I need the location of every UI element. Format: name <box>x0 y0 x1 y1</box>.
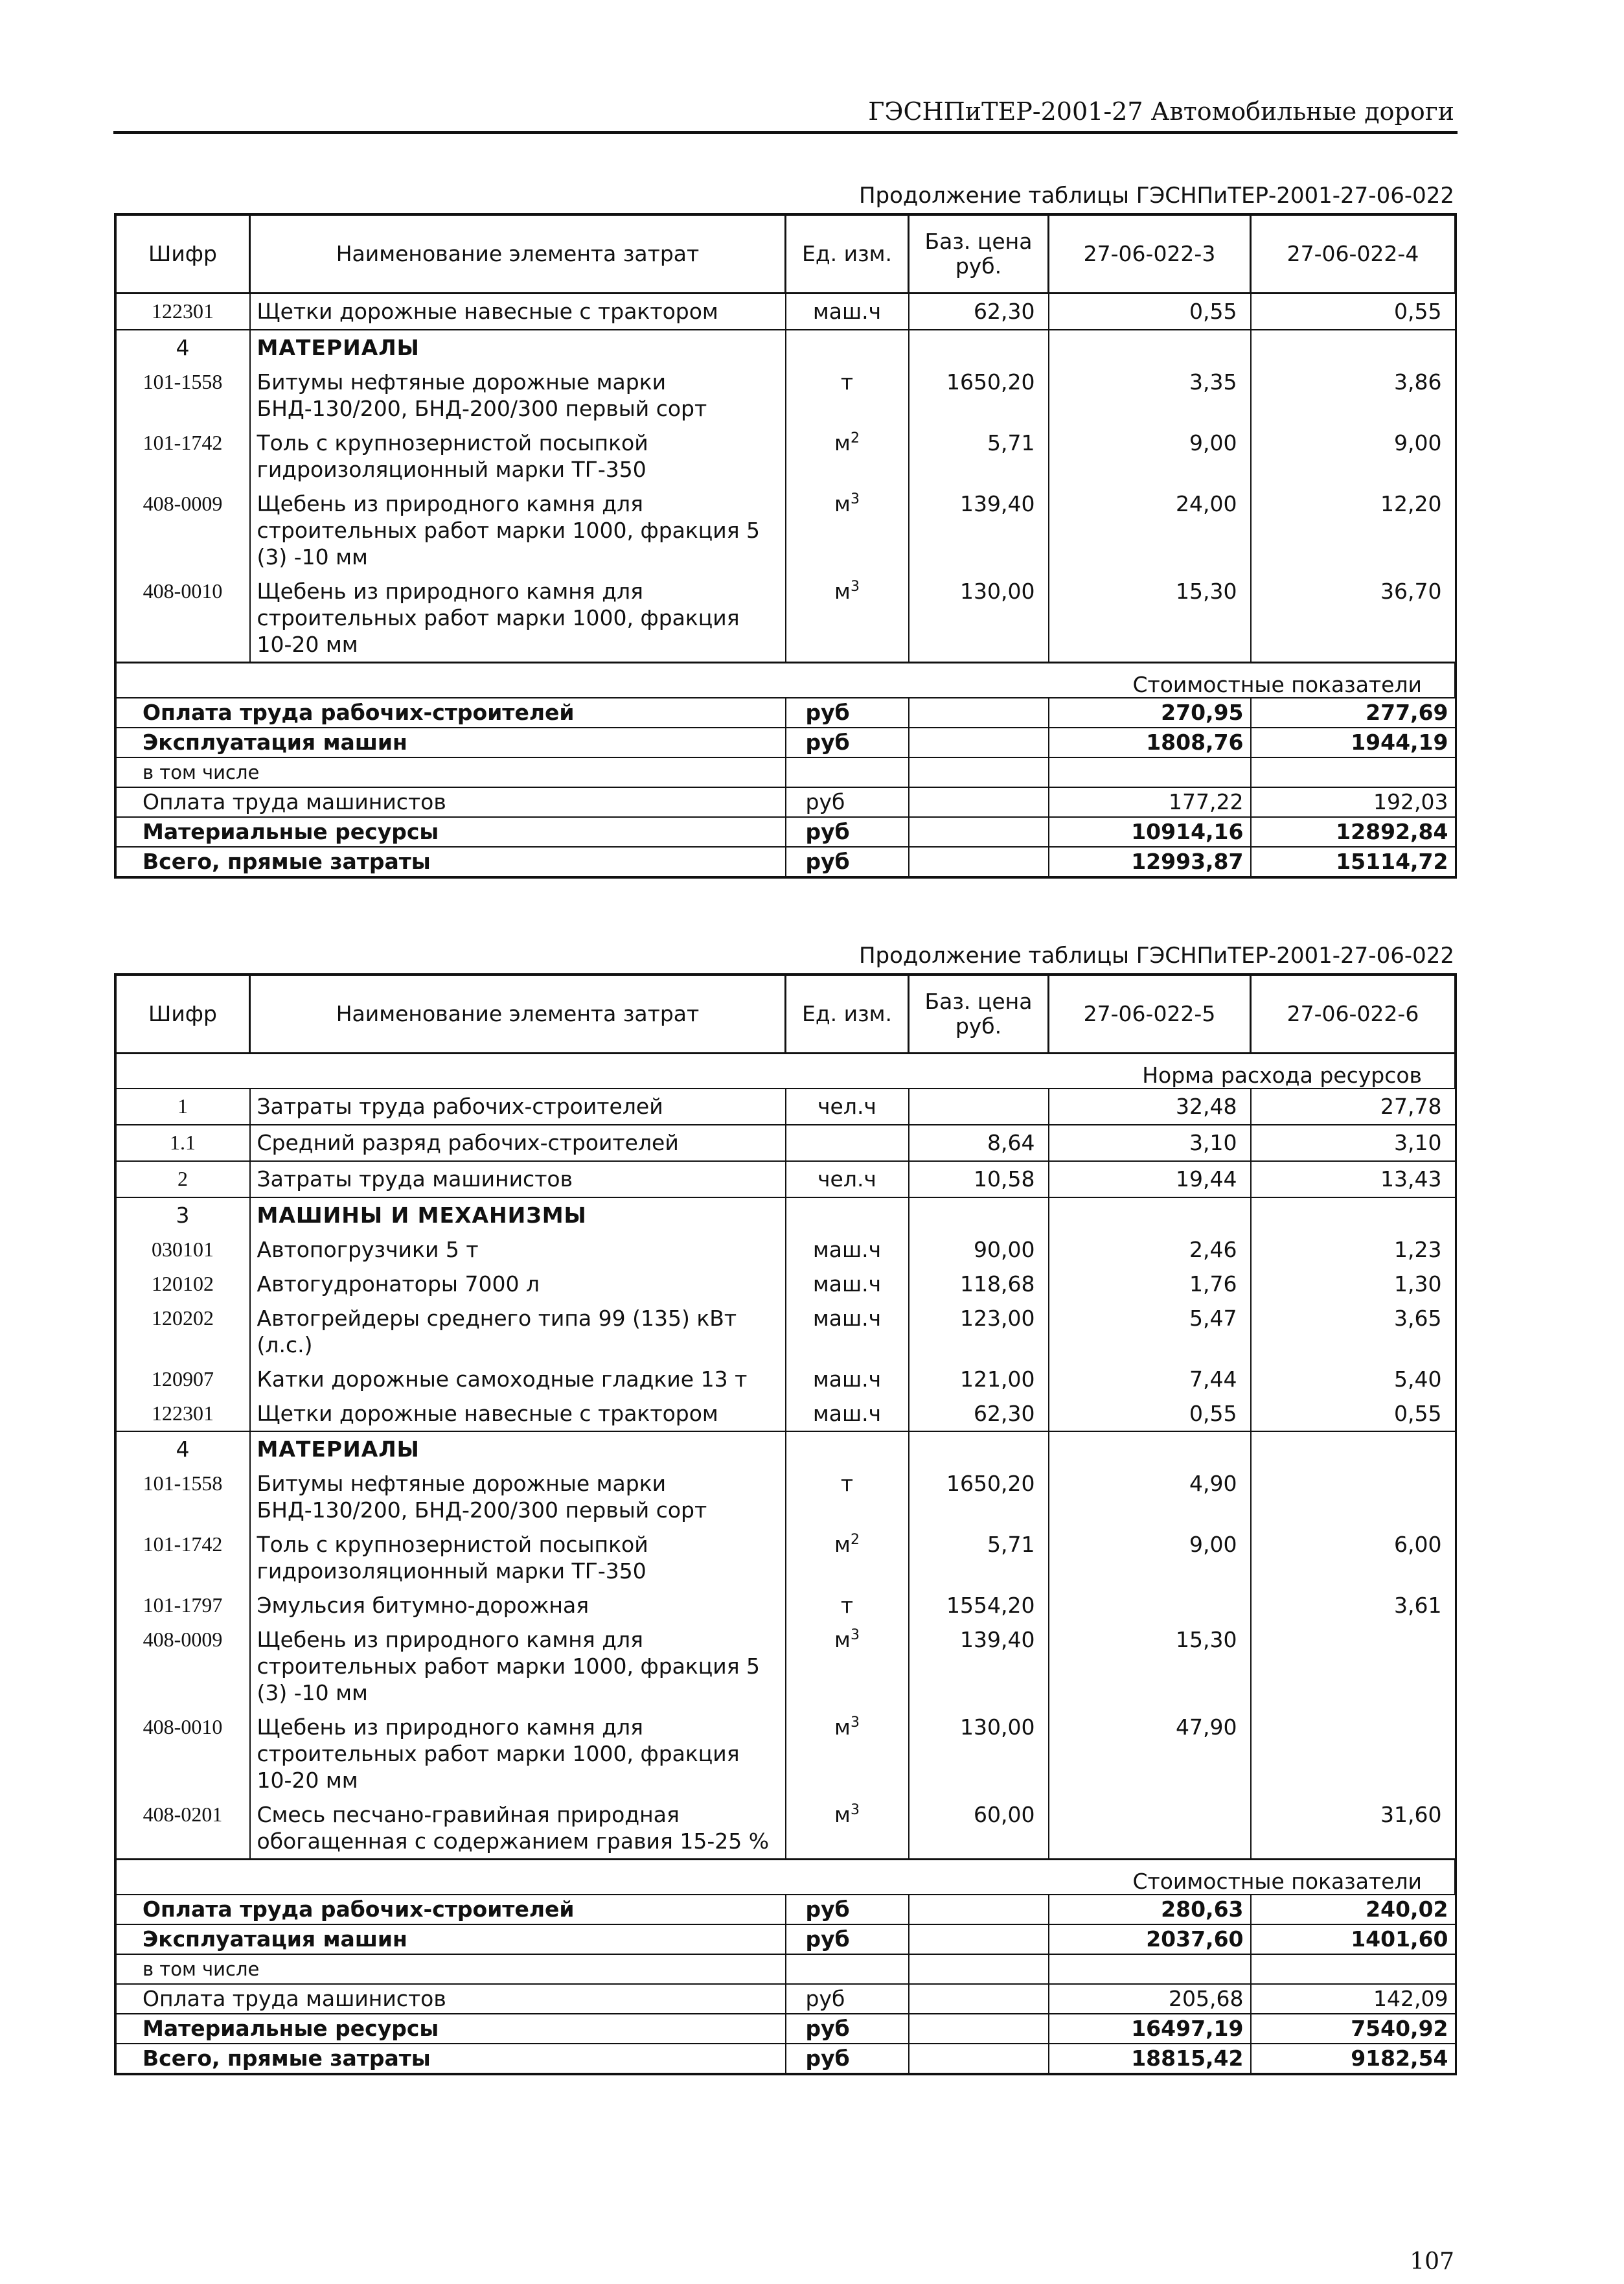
item-unit-text: м <box>834 1627 851 1652</box>
cost-name: Всего, прямые затраты <box>116 847 786 877</box>
cost-row <box>116 1895 1456 1924</box>
item-value-2: 0,55 <box>1251 294 1456 330</box>
cost-value-1: 280,63 <box>1049 1895 1251 1924</box>
item-value-1: 47,90 <box>1049 1710 1251 1797</box>
cost-value-2: 240,02 <box>1251 1895 1456 1924</box>
item-value-1: 24,00 <box>1049 487 1251 574</box>
cost-unit: руб <box>786 847 909 877</box>
unit-exponent: 3 <box>850 579 860 595</box>
item-name: Средний разряд рабочих-строителей <box>250 1125 786 1161</box>
table-row <box>116 1622 1456 1710</box>
empty-cell <box>909 1197 1049 1232</box>
cost-value-1: 18815,42 <box>1049 2044 1251 2074</box>
item-price <box>909 1089 1049 1125</box>
section-code: 4 <box>116 1431 250 1466</box>
cost-unit: руб <box>786 1924 909 1954</box>
item-value-2: 5,40 <box>1251 1362 1456 1396</box>
item-code: 408-0010 <box>116 1710 250 1797</box>
item-name: Катки дорожные самоходные гладкие 13 т <box>250 1362 786 1396</box>
unit-exponent: 3 <box>850 1714 860 1731</box>
cost-value-2: 9182,54 <box>1251 2044 1456 2074</box>
cost-value-2: 12892,84 <box>1251 817 1456 847</box>
cost-price <box>909 1924 1049 1954</box>
cost-value-1: 177,22 <box>1049 787 1251 817</box>
header-unit: Ед. изм. <box>786 215 909 294</box>
cost-row <box>116 2044 1456 2074</box>
norm-title <box>116 1054 1456 1089</box>
item-code: 120102 <box>116 1267 250 1301</box>
item-unit-text: маш.ч <box>812 1367 882 1392</box>
cost-value-1: 16497,19 <box>1049 2014 1251 2044</box>
item-value-2 <box>1251 1622 1456 1710</box>
cost-row <box>116 757 1456 787</box>
cost-price <box>909 2044 1049 2074</box>
cost-name: Эксплуатация машин <box>116 1924 786 1954</box>
item-unit <box>786 1089 909 1125</box>
table-row <box>116 1396 1456 1431</box>
item-code: 122301 <box>116 1396 250 1431</box>
cost-unit: руб <box>786 698 909 728</box>
cost-title <box>116 663 1456 698</box>
item-unit <box>786 1466 909 1527</box>
item-unit-text: м <box>834 1532 851 1557</box>
header-name: Наименование элемента затрат <box>250 215 786 294</box>
cost-name: Оплата труда машинистов <box>116 1984 786 2014</box>
item-name: Толь с крупнозернистой посыпкой гидроизоляционный марки ТГ-350 <box>250 426 786 487</box>
item-value-2: 6,00 <box>1251 1527 1456 1588</box>
table2 <box>115 974 1456 2075</box>
item-unit <box>786 1797 909 1860</box>
item-value-2 <box>1251 1710 1456 1797</box>
cost-value-1: 10914,16 <box>1049 817 1251 847</box>
item-value-2: 0,55 <box>1251 1396 1456 1431</box>
item-name: Затраты труда рабочих-строителей <box>250 1089 786 1125</box>
item-value-2: 12,20 <box>1251 487 1456 574</box>
item-price: 1650,20 <box>909 365 1049 426</box>
cost-row <box>116 728 1456 757</box>
cost-name: Материальные ресурсы <box>116 817 786 847</box>
item-value-1: 15,30 <box>1049 574 1251 663</box>
header-code: Шифр <box>116 975 250 1054</box>
item-price: 10,58 <box>909 1161 1049 1197</box>
cost-price <box>909 1954 1049 1984</box>
header-rule <box>113 131 1458 134</box>
item-name: Автопогрузчики 5 т <box>250 1232 786 1267</box>
cost-value-2: 277,69 <box>1251 698 1456 728</box>
cost-price <box>909 787 1049 817</box>
table-row <box>116 574 1456 663</box>
item-unit <box>786 487 909 574</box>
item-code: 122301 <box>116 294 250 330</box>
cost-price <box>909 698 1049 728</box>
item-value-1: 2,46 <box>1049 1232 1251 1267</box>
table-row <box>116 1362 1456 1396</box>
empty-cell <box>1049 330 1251 365</box>
header-row <box>116 975 1456 1054</box>
unit-exponent: 3 <box>850 491 860 507</box>
table-row <box>116 1089 1456 1125</box>
item-value-1: 7,44 <box>1049 1362 1251 1396</box>
cost-row <box>116 817 1456 847</box>
item-price: 130,00 <box>909 574 1049 663</box>
header-code: Шифр <box>116 215 250 294</box>
cost-unit: руб <box>786 2044 909 2074</box>
section-row <box>116 1431 1456 1466</box>
item-unit-text: маш.ч <box>812 1271 882 1297</box>
header-unit: Ед. изм. <box>786 975 909 1054</box>
item-value-1: 0,55 <box>1049 1396 1251 1431</box>
table-row <box>116 1301 1456 1362</box>
item-value-2: 1,23 <box>1251 1232 1456 1267</box>
item-value-1: 0,55 <box>1049 294 1251 330</box>
item-value-2: 3,65 <box>1251 1301 1456 1362</box>
cost-value-1: 205,68 <box>1049 1984 1251 2014</box>
item-unit-text: маш.ч <box>812 1306 882 1331</box>
norm-title-label: Норма расхода ресурсов <box>116 1054 1456 1089</box>
cost-value-1: 12993,87 <box>1049 847 1251 877</box>
cost-title-label: Стоимостные показатели <box>116 663 1456 698</box>
cost-row <box>116 1924 1456 1954</box>
table-row <box>116 1710 1456 1797</box>
item-code: 101-1797 <box>116 1588 250 1622</box>
item-name: Битумы нефтяные дорожные марки БНД-130/200, БНД-200/300 первый сорт <box>250 1466 786 1527</box>
item-price: 121,00 <box>909 1362 1049 1396</box>
item-unit-text: чел.ч <box>818 1094 876 1119</box>
cost-value-2: 192,03 <box>1251 787 1456 817</box>
item-unit-text: т <box>840 1593 854 1618</box>
item-price: 118,68 <box>909 1267 1049 1301</box>
item-unit <box>786 294 909 330</box>
header-col1: 27-06-022-3 <box>1049 215 1251 294</box>
item-code: 101-1742 <box>116 426 250 487</box>
item-value-2: 3,86 <box>1251 365 1456 426</box>
table-row <box>116 1232 1456 1267</box>
item-unit-text: маш.ч <box>812 299 882 324</box>
item-value-2: 9,00 <box>1251 426 1456 487</box>
cost-value-2: 142,09 <box>1251 1984 1456 2014</box>
section-title: МАТЕРИАЛЫ <box>250 330 786 365</box>
cost-value-1: 1808,76 <box>1049 728 1251 757</box>
item-unit <box>786 574 909 663</box>
item-unit <box>786 1588 909 1622</box>
section-title: МАШИНЫ И МЕХАНИЗМЫ <box>250 1197 786 1232</box>
cost-price <box>909 847 1049 877</box>
cost-name: в том числе <box>116 757 786 787</box>
item-code: 120202 <box>116 1301 250 1362</box>
item-code: 101-1558 <box>116 365 250 426</box>
item-name: Битумы нефтяные дорожные марки БНД-130/200, БНД-200/300 первый сорт <box>250 365 786 426</box>
item-unit-text: м <box>834 491 851 516</box>
cost-price <box>909 2014 1049 2044</box>
item-name: Щебень из природного камня для строительных работ марки 1000, фракция 10-20 мм <box>250 574 786 663</box>
page-number: 107 <box>1410 2248 1454 2275</box>
cost-row <box>116 847 1456 877</box>
item-value-2: 31,60 <box>1251 1797 1456 1860</box>
empty-cell <box>786 1431 909 1466</box>
cost-name: в том числе <box>116 1954 786 1984</box>
table1 <box>115 214 1456 878</box>
cost-value-1 <box>1049 757 1251 787</box>
item-unit <box>786 1161 909 1197</box>
item-name: Эмульсия битумно-дорожная <box>250 1588 786 1622</box>
cost-value-1: 270,95 <box>1049 698 1251 728</box>
item-value-2: 27,78 <box>1251 1089 1456 1125</box>
header-name: Наименование элемента затрат <box>250 975 786 1054</box>
item-code: 408-0010 <box>116 574 250 663</box>
cost-value-2: 15114,72 <box>1251 847 1456 877</box>
cost-unit: руб <box>786 787 909 817</box>
empty-cell <box>909 1431 1049 1466</box>
cost-row <box>116 787 1456 817</box>
cost-name: Всего, прямые затраты <box>116 2044 786 2074</box>
item-unit <box>786 1710 909 1797</box>
table-row <box>116 1797 1456 1860</box>
item-unit-text: маш.ч <box>812 1401 882 1426</box>
cost-name: Оплата труда рабочих-строителей <box>116 698 786 728</box>
cost-price <box>909 817 1049 847</box>
cost-value-2: 1401,60 <box>1251 1924 1456 1954</box>
cost-value-2: 7540,92 <box>1251 2014 1456 2044</box>
cost-unit: руб <box>786 728 909 757</box>
item-unit <box>786 1301 909 1362</box>
item-value-1: 5,47 <box>1049 1301 1251 1362</box>
table-row <box>116 365 1456 426</box>
empty-cell <box>909 330 1049 365</box>
item-unit <box>786 1527 909 1588</box>
item-code: 101-1558 <box>116 1466 250 1527</box>
cost-value-2 <box>1251 757 1456 787</box>
item-price: 8,64 <box>909 1125 1049 1161</box>
cost-unit: руб <box>786 1984 909 2014</box>
cost-name: Оплата труда рабочих-строителей <box>116 1895 786 1924</box>
table-row <box>116 294 1456 330</box>
item-name: Щетки дорожные навесные с трактором <box>250 1396 786 1431</box>
item-value-1 <box>1049 1588 1251 1622</box>
item-name: Щебень из природного камня для строительных работ марки 1000, фракция 10-20 мм <box>250 1710 786 1797</box>
item-code: 101-1742 <box>116 1527 250 1588</box>
header-price: Баз. цена руб. <box>909 215 1049 294</box>
section-code: 3 <box>116 1197 250 1232</box>
cost-value-2: 1944,19 <box>1251 728 1456 757</box>
cost-unit: руб <box>786 817 909 847</box>
empty-cell <box>1251 1197 1456 1232</box>
cost-name: Материальные ресурсы <box>116 2014 786 2044</box>
item-price: 62,30 <box>909 1396 1049 1431</box>
unit-exponent: 2 <box>850 1532 860 1548</box>
item-price: 60,00 <box>909 1797 1049 1860</box>
cost-price <box>909 1984 1049 2014</box>
item-price: 5,71 <box>909 1527 1049 1588</box>
item-price: 62,30 <box>909 294 1049 330</box>
item-value-2: 3,10 <box>1251 1125 1456 1161</box>
item-value-1 <box>1049 1797 1251 1860</box>
empty-cell <box>786 330 909 365</box>
item-name: Затраты труда машинистов <box>250 1161 786 1197</box>
item-code: 1 <box>116 1089 250 1125</box>
item-value-2: 13,43 <box>1251 1161 1456 1197</box>
cost-unit <box>786 1954 909 1984</box>
cost-name: Оплата труда машинистов <box>116 787 786 817</box>
section-code: 4 <box>116 330 250 365</box>
cost-title-label: Стоимостные показатели <box>116 1860 1456 1895</box>
cost-unit: руб <box>786 1895 909 1924</box>
cost-row <box>116 2014 1456 2044</box>
item-value-1: 15,30 <box>1049 1622 1251 1710</box>
table-row <box>116 1466 1456 1527</box>
header-col1: 27-06-022-5 <box>1049 975 1251 1054</box>
table-row <box>116 1161 1456 1197</box>
table-row <box>116 426 1456 487</box>
cost-row <box>116 1984 1456 2014</box>
header-price: Баз. цена руб. <box>909 975 1049 1054</box>
cost-value-1: 2037,60 <box>1049 1924 1251 1954</box>
unit-exponent: 2 <box>850 430 860 446</box>
item-name: Щебень из природного камня для строительных работ марки 1000, фракция 5 (3) -10 мм <box>250 1622 786 1710</box>
table-row <box>116 1267 1456 1301</box>
empty-cell <box>1251 1431 1456 1466</box>
item-unit <box>786 1396 909 1431</box>
item-price: 5,71 <box>909 426 1049 487</box>
item-price: 123,00 <box>909 1301 1049 1362</box>
item-price: 1554,20 <box>909 1588 1049 1622</box>
item-name: Автогрейдеры среднего типа 99 (135) кВт (л.с.) <box>250 1301 786 1362</box>
table-row <box>116 1125 1456 1161</box>
item-unit <box>786 1125 909 1161</box>
table-row <box>116 487 1456 574</box>
item-unit-text: т <box>840 369 854 395</box>
cost-row <box>116 1954 1456 1984</box>
item-unit-text: маш.ч <box>812 1237 882 1262</box>
item-code: 030101 <box>116 1232 250 1267</box>
cost-unit <box>786 757 909 787</box>
cost-name: Эксплуатация машин <box>116 728 786 757</box>
cost-price <box>909 728 1049 757</box>
empty-cell <box>1251 330 1456 365</box>
section-row <box>116 330 1456 365</box>
cost-unit: руб <box>786 2014 909 2044</box>
header-col2: 27-06-022-4 <box>1251 215 1456 294</box>
section-row <box>116 1197 1456 1232</box>
item-unit-text: м <box>834 579 851 604</box>
cost-title <box>116 1860 1456 1895</box>
table1-caption: Продолжение таблицы ГЭСНПиТЕР-2001-27-06-022 <box>858 183 1454 209</box>
empty-cell <box>1049 1197 1251 1232</box>
item-value-2: 36,70 <box>1251 574 1456 663</box>
item-unit-text: т <box>840 1471 854 1496</box>
item-value-2: 1,30 <box>1251 1267 1456 1301</box>
unit-exponent: 3 <box>850 1802 860 1818</box>
item-value-1: 3,10 <box>1049 1125 1251 1161</box>
empty-cell <box>1049 1431 1251 1466</box>
item-unit-text: чел.ч <box>818 1166 876 1192</box>
section-title: МАТЕРИАЛЫ <box>250 1431 786 1466</box>
item-value-1: 32,48 <box>1049 1089 1251 1125</box>
header-col2: 27-06-022-6 <box>1251 975 1456 1054</box>
item-name: Автогудронаторы 7000 л <box>250 1267 786 1301</box>
cost-row <box>116 698 1456 728</box>
unit-exponent: 3 <box>850 1627 860 1643</box>
item-unit-text: м <box>834 1802 851 1827</box>
item-name: Смесь песчано-гравийная природная обогащенная с содержанием гравия 15-25 % <box>250 1797 786 1860</box>
header-row <box>116 215 1456 294</box>
item-price: 130,00 <box>909 1710 1049 1797</box>
item-unit <box>786 426 909 487</box>
item-unit <box>786 1267 909 1301</box>
item-value-1: 9,00 <box>1049 1527 1251 1588</box>
item-name: Щебень из природного камня для строительных работ марки 1000, фракция 5 (3) -10 мм <box>250 487 786 574</box>
item-unit <box>786 1362 909 1396</box>
item-code: 408-0009 <box>116 487 250 574</box>
item-unit-text: м <box>834 1714 851 1740</box>
item-name: Щетки дорожные навесные с трактором <box>250 294 786 330</box>
item-unit <box>786 1622 909 1710</box>
cost-value-1 <box>1049 1954 1251 1984</box>
item-price: 139,40 <box>909 487 1049 574</box>
item-code: 120907 <box>116 1362 250 1396</box>
item-value-2 <box>1251 1466 1456 1527</box>
item-code: 408-0009 <box>116 1622 250 1710</box>
item-unit <box>786 365 909 426</box>
item-name: Толь с крупнозернистой посыпкой гидроизоляционный марки ТГ-350 <box>250 1527 786 1588</box>
item-code: 1.1 <box>116 1125 250 1161</box>
item-value-2: 3,61 <box>1251 1588 1456 1622</box>
table2-caption: Продолжение таблицы ГЭСНПиТЕР-2001-27-06-022 <box>858 943 1454 969</box>
item-unit-text: м <box>834 430 851 456</box>
table-row <box>116 1588 1456 1622</box>
item-code: 408-0201 <box>116 1797 250 1860</box>
item-price: 1650,20 <box>909 1466 1049 1527</box>
item-value-1: 4,90 <box>1049 1466 1251 1527</box>
item-price: 90,00 <box>909 1232 1049 1267</box>
cost-price <box>909 757 1049 787</box>
item-value-1: 9,00 <box>1049 426 1251 487</box>
item-code: 2 <box>116 1161 250 1197</box>
cost-value-2 <box>1251 1954 1456 1984</box>
item-value-1: 19,44 <box>1049 1161 1251 1197</box>
cost-price <box>909 1895 1049 1924</box>
empty-cell <box>786 1197 909 1232</box>
table-row <box>116 1527 1456 1588</box>
item-unit <box>786 1232 909 1267</box>
item-price: 139,40 <box>909 1622 1049 1710</box>
item-value-1: 3,35 <box>1049 365 1251 426</box>
running-title: ГЭСНПиТЕР-2001-27 Автомобильные дороги <box>868 97 1454 126</box>
item-value-1: 1,76 <box>1049 1267 1251 1301</box>
